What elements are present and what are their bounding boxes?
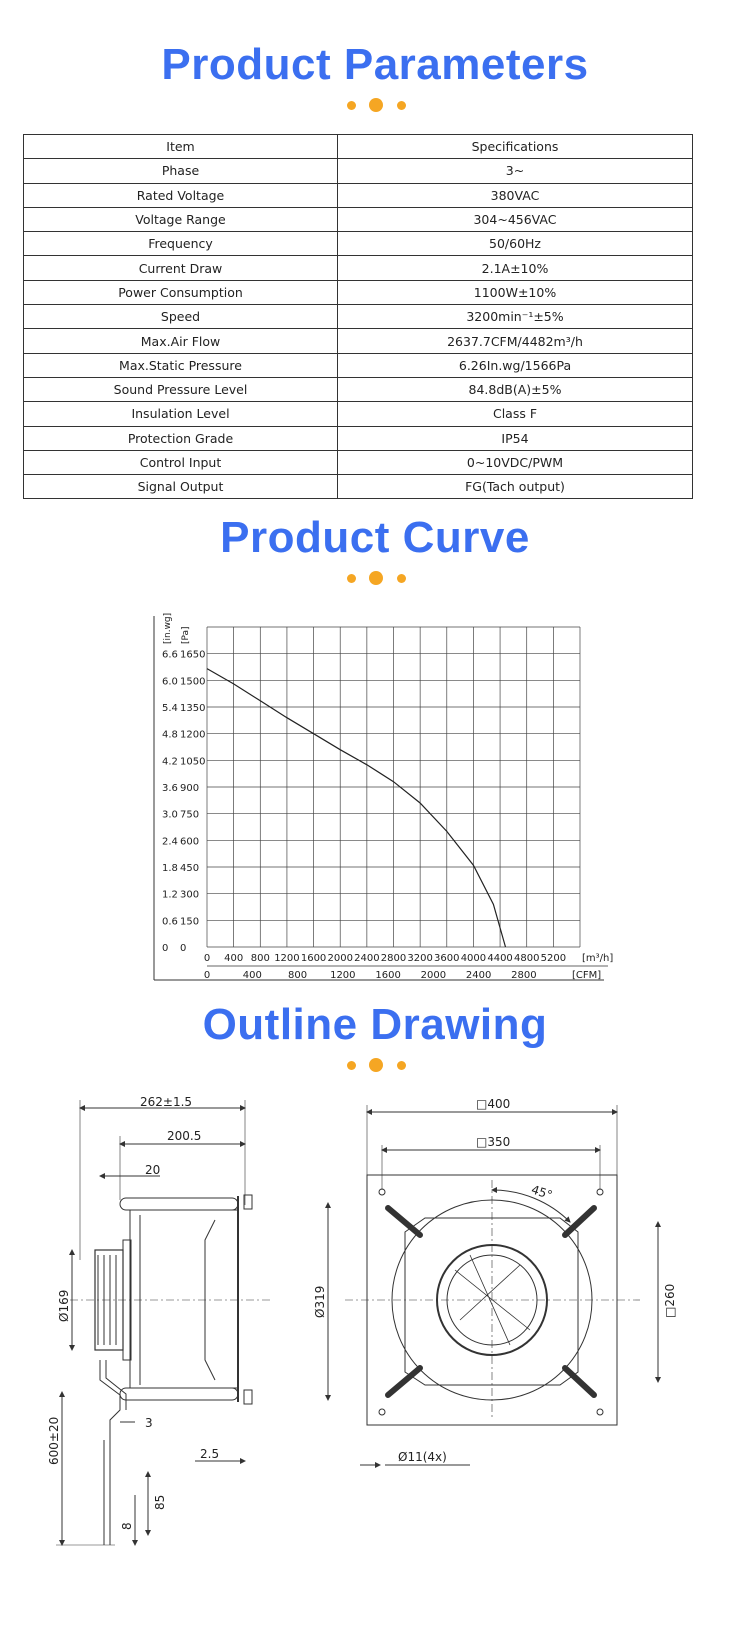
dim-dia: Ø319 [313, 1285, 327, 1318]
y-tick-label-pa: 900 [180, 783, 200, 794]
param-value-cell: Specifications [338, 135, 693, 159]
x-tick-label: 1200 [274, 953, 300, 964]
dim-inner: □350 [476, 1135, 511, 1149]
x-tick-label: 2400 [354, 953, 380, 964]
y-tick-label-pa: 450 [180, 863, 200, 874]
param-value-cell: 304~456VAC [338, 207, 693, 231]
performance-curve-chart [150, 612, 614, 984]
y-tick-label-inwg: 5.4 [162, 703, 178, 714]
x-tick-label: 3200 [407, 953, 433, 964]
x2-tick-label: 400 [242, 970, 262, 981]
x2-tick-label: 1600 [375, 970, 401, 981]
front-view-labels [313, 1097, 677, 1464]
x2-tick-label: 1200 [330, 970, 356, 981]
param-name-cell: Control Input [24, 450, 338, 474]
x-tick-label: 4800 [513, 953, 540, 964]
dim-outer: □400 [476, 1097, 511, 1111]
x2-tick-label: 800 [287, 970, 308, 981]
table-row [24, 426, 693, 450]
param-value-cell: 3200min⁻¹±5% [338, 305, 693, 329]
y-tick-label-pa: 300 [180, 889, 200, 901]
table-header-row [24, 135, 693, 159]
table-row [24, 183, 693, 207]
param-value-cell: 0~10VDC/PWM [338, 450, 693, 474]
y-tick-label-inwg: 0.6 [162, 916, 178, 928]
table-row [24, 450, 693, 474]
param-value-cell: 3~ [338, 159, 693, 183]
y-tick-label-inwg: 1.2 [162, 889, 178, 901]
param-value-cell: 50/60Hz [338, 232, 693, 256]
y-tick-label-inwg: 3.6 [162, 783, 178, 794]
dim-wire-end: 85 [153, 1494, 167, 1510]
param-name-cell: Phase [24, 159, 338, 183]
y-tick-label-pa: 750 [180, 809, 200, 821]
table-row [24, 159, 693, 183]
x2-tick-label: 2000 [420, 970, 447, 981]
param-value-cell: 84.8dB(A)±5% [338, 377, 693, 401]
table-row [24, 305, 693, 329]
x-tick-label: 2000 [327, 953, 353, 964]
front-view [328, 1105, 658, 1465]
y-tick-label-pa: 1350 [180, 703, 206, 714]
y-tick-label-pa: 1200 [180, 729, 206, 741]
table-row [24, 280, 693, 304]
x-tick-label: 3600 [434, 953, 460, 964]
param-name-cell: Current Draw [24, 256, 338, 280]
y-tick-label-inwg: 3.0 [162, 809, 178, 821]
param-value-cell: 6.26In.wg/1566Pa [338, 353, 693, 377]
param-name-cell: Sound Pressure Level [24, 377, 338, 401]
y-tick-label-pa: 150 [180, 916, 200, 928]
table-row [24, 232, 693, 256]
y-tick-label-inwg: 1.8 [162, 863, 178, 874]
table-row [24, 353, 693, 377]
pressure-curve-line [207, 669, 506, 947]
x-tick-label: 2800 [380, 953, 407, 964]
param-value-cell: Class F [338, 402, 693, 426]
dim-plate: 2.5 [200, 1447, 220, 1461]
dim-angle: 45° [529, 1182, 555, 1203]
table-row [24, 207, 693, 231]
x-tick-label: 1600 [300, 953, 327, 964]
title-dots [0, 1057, 750, 1073]
x-tick-label: 0 [203, 953, 211, 964]
dim-depth: 200.5 [167, 1129, 202, 1143]
dim-overall: 262±1.5 [140, 1095, 193, 1109]
table-row [24, 377, 693, 401]
dim-holes: Ø11(4x) [398, 1450, 447, 1464]
param-name-cell: Frequency [24, 232, 338, 256]
side-view [56, 1100, 270, 1545]
param-name-cell: Speed [24, 305, 338, 329]
param-value-cell: 380VAC [338, 183, 693, 207]
y-tick-label-inwg: 6.0 [162, 676, 178, 688]
dim-cable: 600±20 [47, 1416, 61, 1465]
y-tick-label-inwg: 2.4 [162, 836, 178, 848]
x-axis-label: [m³/h] [582, 953, 614, 964]
dim-square: □260 [663, 1283, 677, 1318]
title-dots [0, 97, 750, 113]
x2-tick-label: 2400 [465, 970, 492, 981]
x2-tick-label: 2800 [511, 970, 537, 981]
param-name-cell: Signal Output [24, 475, 338, 499]
x2-tick-label: 0 [203, 970, 211, 981]
param-name-cell: Max.Static Pressure [24, 353, 338, 377]
param-name-cell: Power Consumption [24, 280, 338, 304]
table-row [24, 475, 693, 499]
dim-flange: 20 [145, 1163, 161, 1177]
x-tick-label: 4400 [487, 953, 513, 964]
product-curve-title: Product Curve [220, 513, 530, 562]
y-tick-label-pa: 0 [180, 943, 187, 954]
y-tick-label-inwg: 4.8 [162, 729, 178, 741]
param-name-cell: Rated Voltage [24, 183, 338, 207]
x-tick-label: 5200 [540, 953, 567, 964]
param-value-cell: FG(Tach output) [338, 475, 693, 499]
parameters-table [23, 134, 693, 499]
param-value-cell: 2.1A±10% [338, 256, 693, 280]
param-name-cell: Max.Air Flow [24, 329, 338, 353]
y-tick-label-pa: 600 [180, 836, 200, 848]
y-axis-label-inwg: [in.wg] [163, 612, 173, 644]
param-name-cell: Voltage Range [24, 207, 338, 231]
table-row [24, 329, 693, 353]
y-tick-label-inwg: 0 [162, 943, 169, 954]
param-name-cell: Protection Grade [24, 426, 338, 450]
y-tick-label-inwg: 4.2 [162, 756, 178, 768]
param-name-cell: Insulation Level [24, 402, 338, 426]
product-parameters-title: Product Parameters [161, 40, 589, 89]
table-row [24, 402, 693, 426]
param-value-cell: IP54 [338, 426, 693, 450]
dim-motor-dia: Ø169 [57, 1289, 71, 1322]
dim-strip: 8 [120, 1522, 134, 1530]
dim-gap: 3 [145, 1416, 153, 1430]
y-tick-label-inwg: 6.6 [162, 649, 178, 661]
y-tick-label-pa: 1500 [180, 676, 206, 688]
x2-axis-label: [CFM] [572, 970, 602, 981]
x-tick-label: 4000 [460, 953, 487, 964]
y-axis-label-pa: [Pa] [181, 626, 191, 644]
outline-drawing [0, 1090, 750, 1640]
x-tick-label: 800 [250, 953, 270, 964]
side-view-labels [47, 1095, 219, 1530]
y-tick-label-pa: 1050 [180, 756, 206, 768]
outline-drawing-title: Outline Drawing [202, 1000, 548, 1049]
param-name-cell: Item [24, 135, 338, 159]
x-tick-label: 400 [224, 953, 244, 964]
param-value-cell: 2637.7CFM/4482m³/h [338, 329, 693, 353]
y-tick-label-pa: 1650 [180, 649, 206, 661]
title-dots [0, 570, 750, 586]
table-row [24, 256, 693, 280]
param-value-cell: 1100W±10% [338, 280, 693, 304]
